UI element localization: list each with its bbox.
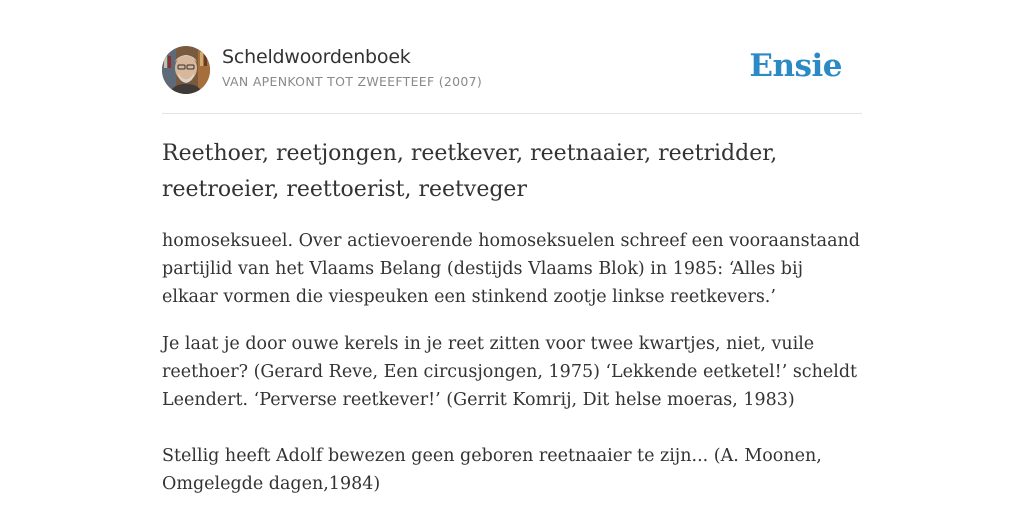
- entry-paragraph: Je laat je door ouwe kerels in je reet zitten voor twee kwartjes, niet, vuile reethoer? (Gerard Reve, Een circusjongen, 1975) ‘Lekkende eetketel!’ scheldt Leendert. ‘Perverse reetkever!’ (Gerrit Komrij, Dit helse moeras, 1983): [162, 334, 858, 410]
- header-divider: [162, 113, 862, 114]
- source-header: [162, 46, 862, 96]
- source-title[interactable]: Scheldwoordenboek: [222, 46, 411, 68]
- author-avatar[interactable]: [162, 46, 210, 94]
- author-portrait: [162, 46, 210, 94]
- entry-paragraph: Stellig heeft Adolf bewezen geen geboren reetnaaier te zijn... (A. Moonen, Omgelegde dagen,1984): [162, 446, 822, 494]
- entry-paragraph: homoseksueel. Over actievoerende homoseksuelen schreef een vooraanstaand partijlid van het Vlaams Belang (destijds Vlaams Blok) in 1985: ‘Alles bij elkaar vormen die viespeuken een stinkend zootje linkse reetkevers.’: [162, 231, 861, 307]
- brand-logo[interactable]: Ensie: [749, 48, 842, 84]
- entry-term: Reethoer, reetjongen, reetkever, reetnaaier, reetridder, reetroeier, reettoerist, reetveger: [162, 141, 778, 202]
- source-subtitle: VAN APENKONT TOT ZWEEFTEEF (2007): [222, 74, 483, 89]
- entry-body: [162, 227, 862, 517]
